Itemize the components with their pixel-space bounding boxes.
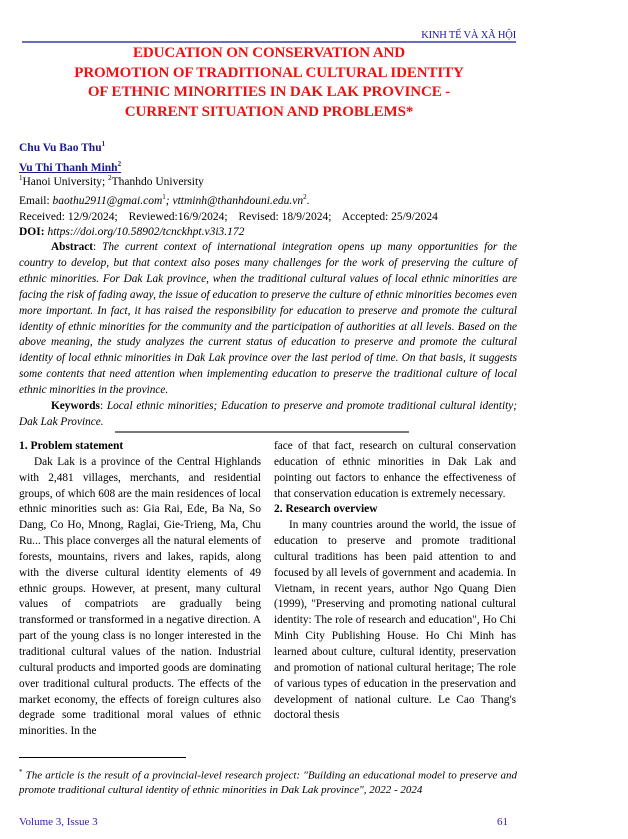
title-line: EDUCATION ON CONSERVATION AND [132,45,406,61]
revised-date: Revised: 18/9/2024; [238,210,332,223]
header-rule [22,41,516,43]
article-metadata [19,171,446,241]
doi-link[interactable]: https://doi.org/10.58902/tcnckhpt.v3i3.172 [47,226,245,239]
footnote-rule [19,757,186,758]
journal-section-label: KINH TẾ VÀ XÃ HỘI [421,30,516,41]
email-link[interactable]: baothu2911@gmai.com [52,195,163,208]
section-heading: 1. Problem statement [19,440,124,452]
dates-line [19,210,446,226]
abstract: Abstract: The current context of international integration opens up many opportunities for the country to develop, but that context also poses many challenges for the work of preserving the culture of ethnic minorities. For Dak Lak province, when the traditional cultural values of local ethnic minorities are facing the risk of fading away, the issue of education to preserve the culture of ethnic minorities becomes even more important. In fact, it has raised the responsibility for education to preserve and promote the cultural identity of ethnic minorities for the community and the participation of authorities at all levels. Based on the above meaning, the study analyzes the current status of education to preserve and promote the cultural identity of local ethnic minorities in Dak Lak province over the last period of time. On that basis, it suggests some contents that need attention when implementing education to preserve the traditional culture of local ethnic minorities in the province. [19,241,517,397]
paragraph: In many countries around the world, the issue of education to preserve and promote traditional cultural traditions has been paid attention to and focused by all levels of government and academia. In Vietnam, in recent years, author Ngo Quang Dien (1999), "Preserving and promoting national cultural identity: The role of research and education", Ho Chi Minh City Publishing House. Ho Chi Minh has learned about culture, cultural identity, preservation and promotion of national cultural heritage; The role of various types of education in the preservation and development of national culture. Le Cao Thang's doctoral thesis [274,519,516,722]
footer-volume: Volume 3, Issue 3 [19,816,98,828]
author: Vu Thi Thanh Minh$^2$ [19,159,122,174]
body-column-right [274,439,516,724]
keywords: Keywords: Local ethnic minorities; Education to preserve and promote traditional cultural identity; Dak Lak Province. [19,400,517,428]
page-number: 61 [497,816,508,828]
reviewed-date: Reviewed:16/9/2024; [128,210,228,223]
section-heading: 2. Research overview [274,503,378,516]
body-column-left [19,439,261,740]
doi-line: DOI: https://doi.org/10.58902/tcnckhpt.v3i3.172 [19,226,245,239]
paragraph: Dak Lak is a province of the Central Highlands with 2,481 villages, merchants, and residential groups, of which 608 are the main residences of local ethnic minorities such as: Gia Rai, Ede, Ba Na, So Dang, Co Ho, Mnong, Raglai, Gie-Trieng, Ma, Chu Ru... This place converges all the natural elements of forests, mountains, rivers and lakes, rapids, along with the diverse cultural identity elements of 49 ethnic groups. However, at present, many cultural values of compatriots are gradually being transformed or transformed in a negative direction. A part of the young class is no longer interested in the traditional cultural values of the nation. Industrial cultural products and imported goods are dominating over traditional cultural products. The effects of the market economy, the effects of foreign cultures also degrade some traditional moral values of ethnic minorities. In the [19,455,261,738]
title-line: CURRENT SITUATION AND PROBLEMS* [124,103,414,120]
article-title [22,44,516,122]
title-line: OF ETHNIC MINORITIES IN DAK LAK PROVINCE - [87,84,451,100]
author: Chu Vu Bao Thu$^1$ [19,140,106,154]
affiliations: $^1$Hanoi University; $^2$Thanhdo University [19,174,204,188]
author-list [19,136,121,176]
paragraph: face of that fact, research on cultural conservation education of ethnic minorities in Dak Lak and pointing out factors to enhance the effectiveness of that conservation education is extremely necessary. [274,440,516,500]
email-link[interactable]: vttminh@thanhdouni.edu.vn [172,195,304,208]
received-date: Received: 12/9/2024; [19,210,118,223]
email-line: Email: baothu2911@gmai.com$^1$; $vttminh@thanhdouni.edu.vn^2$. [19,193,310,208]
title-line: PROMOTION OF TRADITIONAL CULTURAL IDENTITY [74,64,464,81]
accepted-date: Accepted: 25/9/2024 [341,210,438,223]
abstract-block [19,240,517,431]
footnote: * The article is the result of a provincial-level research project: "Building an educational model to preserve and promote traditional cultural identity of ethnic minorities in Dak Lak province", 2022 - 2024 [19,768,517,797]
section-divider [115,431,409,433]
